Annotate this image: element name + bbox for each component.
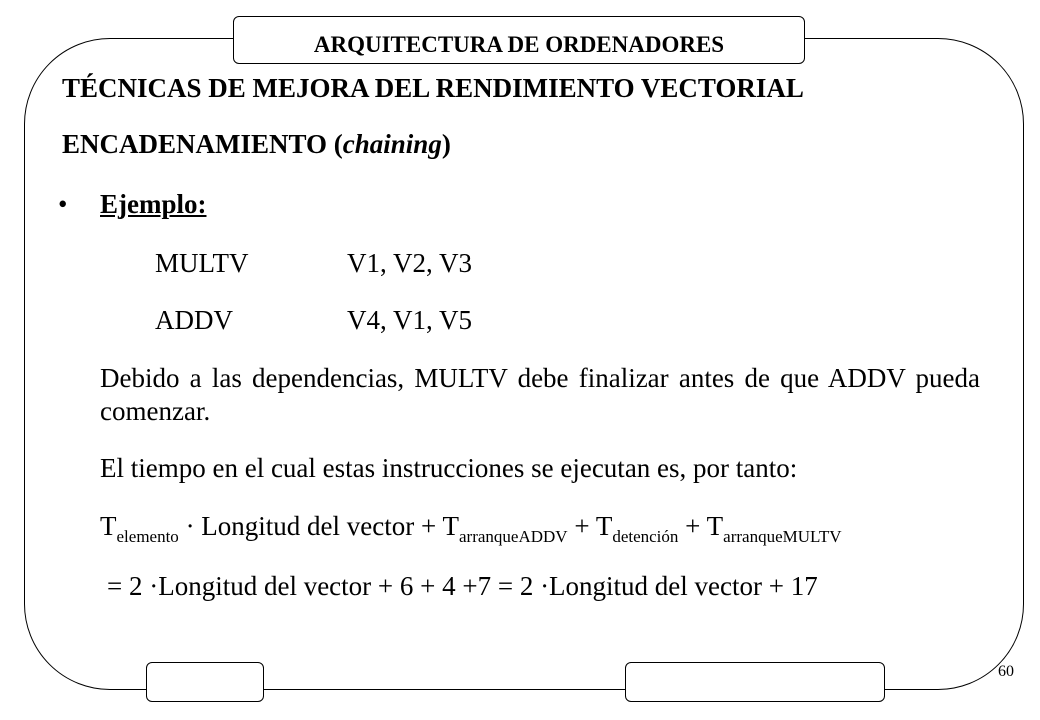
instruction-row [155, 306, 472, 336]
formula-t: T [100, 511, 117, 541]
time-formula [100, 512, 842, 547]
formula-sub-arranque-multv: arranqueMULTV [723, 527, 842, 546]
instruction-args: V1, V2, V3 [347, 248, 473, 278]
formula-sub-arranque-addv: arranqueADDV [458, 527, 568, 546]
section-title-italic: chaining [342, 129, 442, 159]
instruction-args: V4, V1, V5 [347, 305, 473, 335]
slide-title: TÉCNICAS DE MEJORA DEL RENDIMIENTO VECTORIAL [62, 73, 804, 103]
footer-left-box [146, 662, 264, 702]
formula-result: = 2 ·Longitud del vector + 6 + 4 +7 = 2 ·Longitud del vector + 17 [107, 571, 818, 601]
formula-t: T [706, 511, 724, 541]
formula-plus: + [567, 511, 596, 541]
paragraph-time: El tiempo en el cual estas instrucciones se ejecutan es, por tanto: [100, 453, 798, 483]
section-title-end: ) [441, 129, 451, 159]
formula-sub-detencion: detención [612, 527, 679, 546]
bullet-icon: • [58, 189, 68, 219]
instruction-op: ADDV [155, 305, 233, 335]
page-number: 60 [998, 663, 1014, 680]
formula-t: T [442, 511, 459, 541]
footer-right-box [625, 662, 885, 702]
formula-t: T [595, 511, 613, 541]
instruction-row [155, 249, 472, 279]
paragraph-dependencies: Debido a las dependencias, MULTV debe finalizar antes de que ADDV pueda comenzar. [100, 363, 980, 426]
instruction-op: MULTV [155, 248, 249, 278]
header-title: ARQUITECTURA DE ORDENADORES [313, 32, 725, 57]
formula-plus: + [678, 511, 707, 541]
example-label: Ejemplo: [100, 189, 207, 219]
section-title-main: ENCADENAMIENTO ( [62, 129, 343, 159]
section-title [62, 130, 451, 160]
example-bullet [58, 190, 206, 220]
formula-middle: · Longitud del vector + [178, 511, 443, 541]
formula-sub-elemento: elemento [116, 527, 179, 546]
header-box [233, 16, 805, 64]
